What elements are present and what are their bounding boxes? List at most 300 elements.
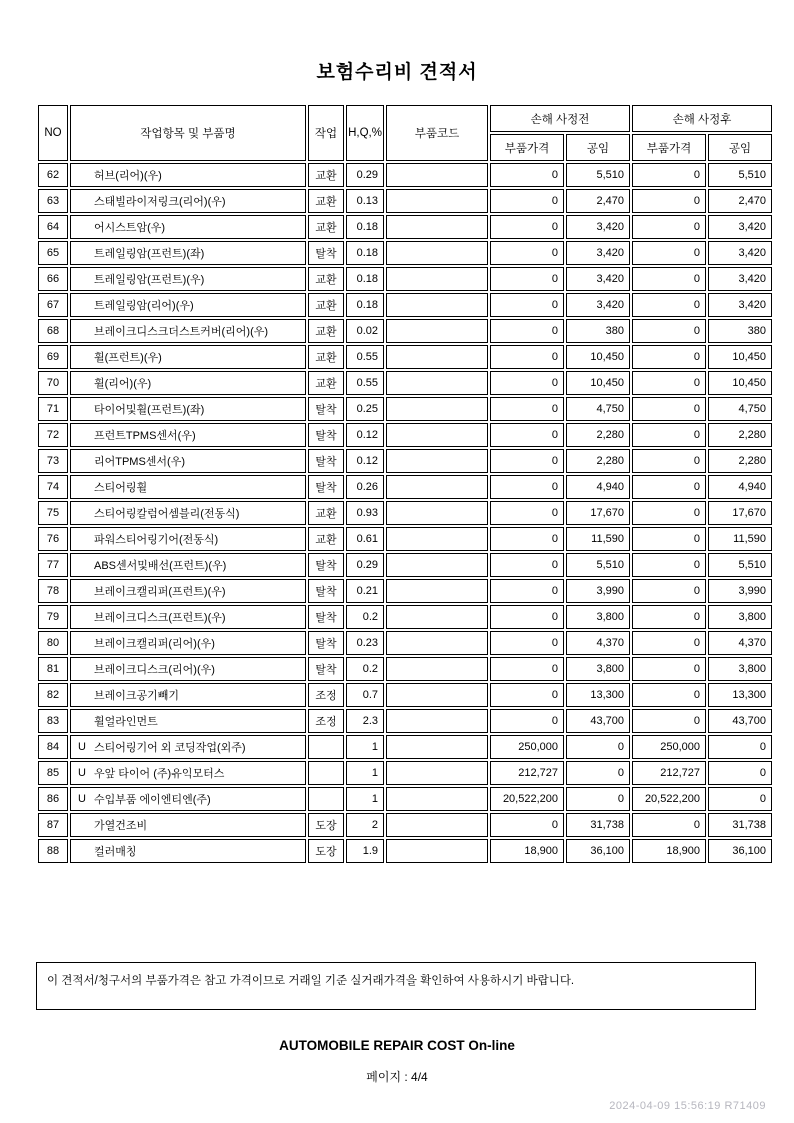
row-item-name-cell [70,631,306,655]
row-pre-labor: 43,700 [566,709,630,733]
row-pre-labor: 0 [566,735,630,759]
col-header-pre-assessment-group: 손해 사정전 [490,105,630,132]
row-item-name-cell [70,397,306,421]
row-no: 71 [38,397,68,421]
row-hq-value: 0.2 [346,657,384,681]
row-post-part-price: 0 [632,267,706,291]
row-item-name-cell [70,371,306,395]
row-item-name: 스티어링휠 [94,482,148,494]
row-item-name: 컬러매칭 [94,846,137,858]
row-pre-labor: 11,590 [566,527,630,551]
row-post-part-price: 0 [632,631,706,655]
row-no: 77 [38,553,68,577]
row-hq-value: 0.21 [346,579,384,603]
row-part-code [386,423,488,447]
row-post-labor: 4,750 [708,397,772,421]
row-no: 83 [38,709,68,733]
row-pre-part-price: 0 [490,319,564,343]
row-pre-part-price: 250,000 [490,735,564,759]
row-post-labor: 380 [708,319,772,343]
row-work-type: 탈착 [308,579,344,603]
col-header-post-assessment-group: 손해 사정후 [632,105,772,132]
row-no: 70 [38,371,68,395]
row-pre-part-price: 0 [490,345,564,369]
row-post-part-price: 0 [632,189,706,213]
row-no: 72 [38,423,68,447]
table-row [38,631,772,655]
row-no: 75 [38,501,68,525]
row-post-labor: 3,420 [708,293,772,317]
table-header [38,105,772,161]
row-pre-part-price: 0 [490,215,564,239]
row-item-name: 휠얼라인먼트 [94,716,158,728]
row-hq-value: 0.02 [346,319,384,343]
row-work-type: 탈착 [308,657,344,681]
row-no: 74 [38,475,68,499]
row-part-code [386,683,488,707]
table-body [38,163,772,863]
row-hq-value: 0.55 [346,371,384,395]
table-row [38,527,772,551]
row-item-name-cell [70,449,306,473]
row-item-name-cell [70,579,306,603]
row-no: 87 [38,813,68,837]
table-row [38,423,772,447]
row-pre-labor: 380 [566,319,630,343]
row-post-part-price: 0 [632,215,706,239]
row-hq-value: 0.26 [346,475,384,499]
row-part-code [386,397,488,421]
row-pre-labor: 3,420 [566,215,630,239]
row-item-name-cell [70,761,306,785]
row-item-name-cell [70,709,306,733]
row-work-type: 탈착 [308,397,344,421]
table-row [38,241,772,265]
row-item-name-cell [70,839,306,863]
row-post-part-price: 0 [632,475,706,499]
row-item-name: 브레이크디스크(프런트)(우) [94,612,226,624]
table-row [38,839,772,863]
row-post-part-price: 0 [632,605,706,629]
row-item-name: 휠(리어)(우) [94,378,152,390]
row-hq-value: 0.18 [346,293,384,317]
row-post-labor: 0 [708,761,772,785]
page-number: 페이지 : 4/4 [366,1070,428,1084]
row-pre-part-price: 0 [490,527,564,551]
row-pre-part-price: 212,727 [490,761,564,785]
row-pre-labor: 5,510 [566,553,630,577]
row-post-part-price: 0 [632,683,706,707]
row-hq-value: 1.9 [346,839,384,863]
col-header-hq: H,Q,% [346,105,384,161]
row-post-labor: 3,420 [708,267,772,291]
row-work-type: 도장 [308,839,344,863]
row-no: 85 [38,761,68,785]
row-item-name: 브레이크캘리퍼(리어)(우) [94,638,215,650]
row-item-name: 타이어및휠(프런트)(좌) [94,404,205,416]
notice-box [36,962,756,1010]
col-header-pre-labor: 공임 [566,134,630,161]
row-post-labor: 0 [708,735,772,759]
row-no: 88 [38,839,68,863]
row-u-mark: U [78,767,86,779]
row-work-type: 교환 [308,215,344,239]
row-work-type [308,735,344,759]
row-part-code [386,449,488,473]
row-no: 73 [38,449,68,473]
row-item-name-cell [70,501,306,525]
row-pre-labor: 2,470 [566,189,630,213]
row-pre-labor: 17,670 [566,501,630,525]
row-post-part-price: 0 [632,813,706,837]
row-part-code [386,345,488,369]
row-hq-value: 0.29 [346,163,384,187]
row-part-code [386,735,488,759]
row-hq-value: 1 [346,761,384,785]
row-item-name: 트레일링암(프런트)(우) [94,274,205,286]
row-item-name: 트레일링암(리어)(우) [94,300,194,312]
table-row [38,267,772,291]
row-pre-part-price: 0 [490,605,564,629]
row-item-name-cell [70,683,306,707]
row-no: 80 [38,631,68,655]
row-pre-labor: 5,510 [566,163,630,187]
row-pre-labor: 31,738 [566,813,630,837]
row-work-type: 탈착 [308,449,344,473]
row-post-labor: 2,470 [708,189,772,213]
row-part-code [386,787,488,811]
row-no: 62 [38,163,68,187]
row-pre-part-price: 0 [490,241,564,265]
row-post-part-price: 0 [632,709,706,733]
col-header-item: 작업항목 및 부품명 [70,105,306,161]
row-hq-value: 0.18 [346,267,384,291]
row-hq-value: 2 [346,813,384,837]
row-post-labor: 0 [708,787,772,811]
table-row [38,319,772,343]
row-post-labor: 5,510 [708,553,772,577]
row-post-part-price: 212,727 [632,761,706,785]
row-work-type: 교환 [308,267,344,291]
row-post-part-price: 0 [632,371,706,395]
row-no: 86 [38,787,68,811]
row-post-labor: 3,420 [708,241,772,265]
row-work-type: 교환 [308,319,344,343]
row-item-name: 스티어링기어 외 코딩작업(외주) [94,742,246,754]
print-timestamp: 2024-04-09 15:56:19 R71409 [609,1100,766,1112]
row-post-part-price: 0 [632,293,706,317]
page-title: 보험수리비 견적서 [316,62,478,83]
row-no: 81 [38,657,68,681]
row-item-name-cell [70,657,306,681]
table-row [38,215,772,239]
table-row [38,397,772,421]
row-item-name: ABS센서및배선(프런트)(우) [94,560,227,572]
col-header-post-part-price: 부품가격 [632,134,706,161]
table-row [38,163,772,187]
table-row [38,735,772,759]
row-pre-part-price: 0 [490,267,564,291]
row-pre-labor: 3,420 [566,293,630,317]
row-pre-labor: 0 [566,761,630,785]
row-item-name-cell [70,319,306,343]
row-item-name-cell [70,475,306,499]
row-hq-value: 0.2 [346,605,384,629]
row-pre-labor: 3,800 [566,657,630,681]
row-part-code [386,579,488,603]
table-row [38,293,772,317]
row-hq-value: 0.55 [346,345,384,369]
row-item-name: 어시스트암(우) [94,222,166,234]
row-post-labor: 43,700 [708,709,772,733]
row-item-name-cell [70,813,306,837]
row-item-name: 트레일링암(프런트)(좌) [94,248,205,260]
row-item-name-cell [70,423,306,447]
row-post-labor: 3,800 [708,657,772,681]
col-header-post-labor: 공임 [708,134,772,161]
row-post-labor: 3,990 [708,579,772,603]
row-hq-value: 1 [346,787,384,811]
row-no: 78 [38,579,68,603]
row-post-labor: 11,590 [708,527,772,551]
row-part-code [386,605,488,629]
row-post-part-price: 0 [632,527,706,551]
row-no: 67 [38,293,68,317]
row-work-type: 교환 [308,189,344,213]
col-header-work: 작업 [308,105,344,161]
row-item-name-cell [70,189,306,213]
row-pre-part-price: 0 [490,553,564,577]
row-hq-value: 0.18 [346,215,384,239]
row-item-name: 파워스티어링기어(전동식) [94,534,219,546]
row-part-code [386,657,488,681]
row-post-part-price: 0 [632,319,706,343]
row-post-part-price: 250,000 [632,735,706,759]
row-item-name: 허브(리어)(우) [94,170,162,182]
row-pre-labor: 4,750 [566,397,630,421]
row-part-code [386,215,488,239]
row-pre-part-price: 0 [490,683,564,707]
row-part-code [386,293,488,317]
row-work-type: 탈착 [308,605,344,629]
row-post-part-price: 20,522,200 [632,787,706,811]
row-no: 64 [38,215,68,239]
row-item-name: 스태빌라이저링크(리어)(우) [94,196,226,208]
row-post-labor: 10,450 [708,371,772,395]
row-pre-part-price: 0 [490,579,564,603]
row-pre-part-price: 0 [490,631,564,655]
row-u-mark: U [78,741,86,753]
row-pre-labor: 10,450 [566,371,630,395]
row-post-labor: 10,450 [708,345,772,369]
row-no: 82 [38,683,68,707]
row-work-type: 교환 [308,371,344,395]
row-hq-value: 0.12 [346,449,384,473]
row-no: 84 [38,735,68,759]
row-work-type: 교환 [308,345,344,369]
row-item-name-cell [70,241,306,265]
row-item-name: 프런트TPMS센서(우) [94,430,196,442]
table-row [38,553,772,577]
row-post-labor: 5,510 [708,163,772,187]
row-work-type: 교환 [308,527,344,551]
row-pre-labor: 2,280 [566,423,630,447]
row-no: 68 [38,319,68,343]
row-post-part-price: 0 [632,449,706,473]
row-pre-part-price: 0 [490,163,564,187]
col-header-no: NO [38,105,68,161]
estimate-table [36,103,774,865]
table-header-row-1 [38,105,772,132]
row-work-type [308,761,344,785]
table-row [38,761,772,785]
row-no: 69 [38,345,68,369]
row-no: 63 [38,189,68,213]
row-item-name: 가열건조비 [94,820,148,832]
row-pre-labor: 3,990 [566,579,630,603]
row-pre-labor: 2,280 [566,449,630,473]
row-pre-part-price: 0 [490,293,564,317]
row-work-type: 교환 [308,163,344,187]
row-item-name: 브레이크디스크(리어)(우) [94,664,215,676]
row-post-labor: 3,420 [708,215,772,239]
row-post-part-price: 0 [632,397,706,421]
row-item-name: 리어TPMS센서(우) [94,456,186,468]
row-hq-value: 0.18 [346,241,384,265]
row-post-labor: 3,800 [708,605,772,629]
row-work-type: 조정 [308,683,344,707]
brand-title: AUTOMOBILE REPAIR COST On-line [279,1038,515,1053]
row-pre-labor: 4,370 [566,631,630,655]
row-item-name-cell [70,215,306,239]
row-work-type: 탈착 [308,631,344,655]
row-part-code [386,319,488,343]
row-pre-part-price: 0 [490,657,564,681]
row-post-labor: 2,280 [708,449,772,473]
row-hq-value: 0.25 [346,397,384,421]
row-work-type: 탈착 [308,241,344,265]
row-pre-part-price: 0 [490,397,564,421]
table-row [38,475,772,499]
row-item-name: 스티어링칼럼어셈블리(전동식) [94,508,240,520]
row-hq-value: 1 [346,735,384,759]
row-work-type: 교환 [308,293,344,317]
row-hq-value: 0.23 [346,631,384,655]
row-item-name: 휠(프런트)(우) [94,352,162,364]
row-post-labor: 31,738 [708,813,772,837]
row-item-name-cell [70,293,306,317]
row-work-type: 교환 [308,501,344,525]
row-post-labor: 4,370 [708,631,772,655]
row-no: 79 [38,605,68,629]
row-item-name: 수입부품 에이엔티엔(주) [94,794,211,806]
row-part-code [386,241,488,265]
row-part-code [386,189,488,213]
row-hq-value: 0.13 [346,189,384,213]
row-post-labor: 36,100 [708,839,772,863]
row-part-code [386,553,488,577]
row-item-name-cell [70,267,306,291]
row-work-type: 도장 [308,813,344,837]
row-pre-labor: 13,300 [566,683,630,707]
row-pre-part-price: 0 [490,709,564,733]
table-row [38,371,772,395]
row-item-name: 브레이크디스크더스트커버(리어)(우) [94,326,269,338]
row-part-code [386,501,488,525]
notice-text: 이 견적서/청구서의 부품가격은 참고 가격이므로 거래일 기준 실거래가격을 확인하여 사용하시기 바랍니다. [47,975,575,987]
row-part-code [386,267,488,291]
row-part-code [386,475,488,499]
table-row [38,709,772,733]
row-item-name-cell [70,605,306,629]
row-post-labor: 4,940 [708,475,772,499]
row-item-name-cell [70,527,306,551]
row-part-code [386,163,488,187]
row-pre-part-price: 0 [490,813,564,837]
row-work-type [308,787,344,811]
row-part-code [386,813,488,837]
row-hq-value: 0.61 [346,527,384,551]
row-post-part-price: 0 [632,657,706,681]
row-pre-part-price: 0 [490,371,564,395]
row-item-name-cell [70,735,306,759]
table-row [38,449,772,473]
table-row [38,605,772,629]
row-post-part-price: 0 [632,423,706,447]
row-item-name-cell [70,345,306,369]
row-pre-labor: 10,450 [566,345,630,369]
row-pre-part-price: 0 [490,501,564,525]
table-row [38,579,772,603]
row-post-part-price: 0 [632,501,706,525]
row-post-part-price: 0 [632,579,706,603]
row-post-labor: 13,300 [708,683,772,707]
table-row [38,657,772,681]
col-header-part-code: 부품코드 [386,105,488,161]
row-pre-labor: 3,420 [566,267,630,291]
row-no: 66 [38,267,68,291]
row-pre-labor: 4,940 [566,475,630,499]
row-pre-part-price: 18,900 [490,839,564,863]
row-pre-part-price: 0 [490,189,564,213]
row-part-code [386,709,488,733]
row-hq-value: 0.93 [346,501,384,525]
row-hq-value: 0.12 [346,423,384,447]
row-pre-part-price: 0 [490,475,564,499]
row-work-type: 탈착 [308,553,344,577]
row-hq-value: 0.7 [346,683,384,707]
col-header-pre-part-price: 부품가격 [490,134,564,161]
row-pre-labor: 0 [566,787,630,811]
row-item-name-cell [70,787,306,811]
row-pre-part-price: 0 [490,423,564,447]
row-no: 76 [38,527,68,551]
table-row [38,813,772,837]
row-item-name-cell [70,163,306,187]
row-no: 65 [38,241,68,265]
row-u-mark: U [78,793,86,805]
row-item-name: 우앞 타이어 (주)유익모터스 [94,768,225,780]
row-part-code [386,371,488,395]
table-row [38,189,772,213]
table-row [38,787,772,811]
row-post-part-price: 18,900 [632,839,706,863]
row-post-labor: 17,670 [708,501,772,525]
row-pre-part-price: 0 [490,449,564,473]
table-row [38,345,772,369]
table-row [38,683,772,707]
row-post-part-price: 0 [632,553,706,577]
